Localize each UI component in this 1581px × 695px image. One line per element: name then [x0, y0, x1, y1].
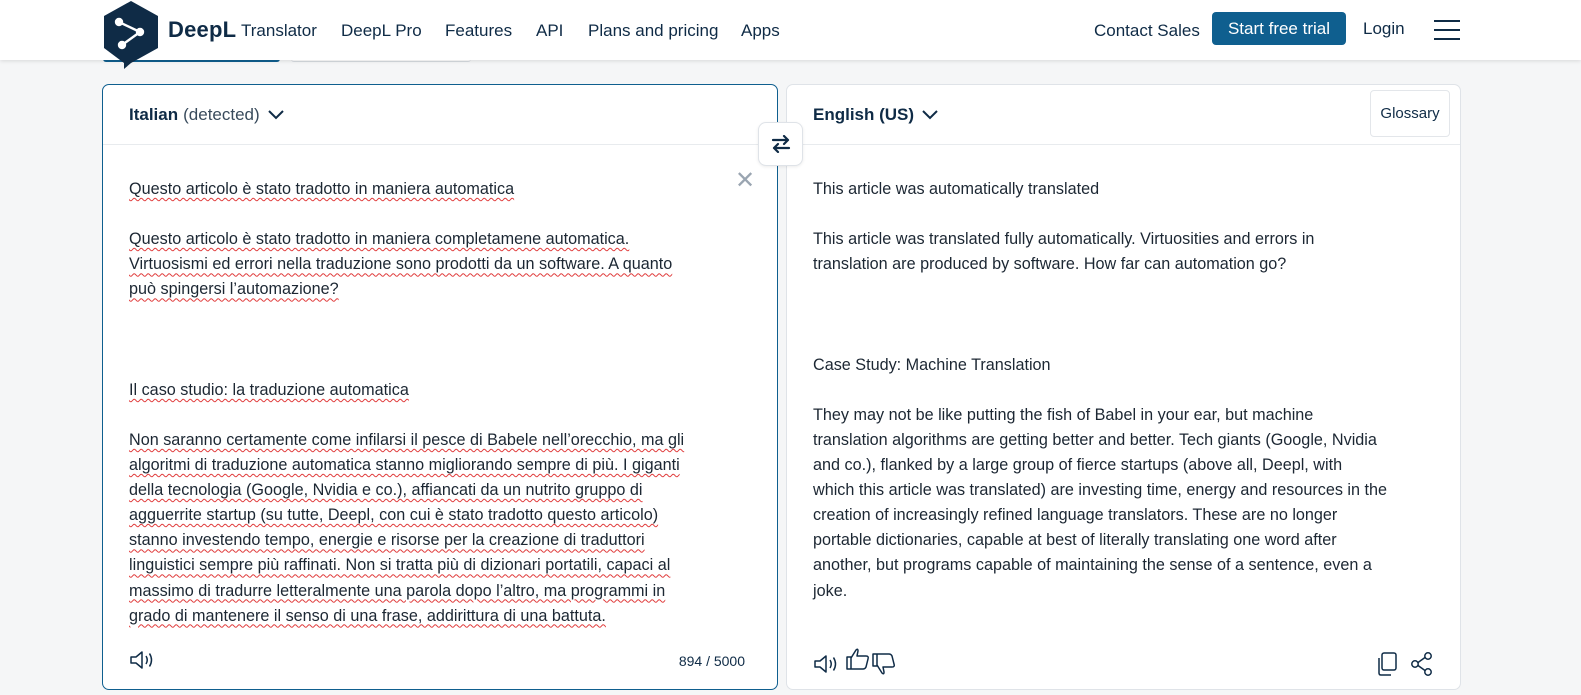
source-panel-header	[103, 85, 777, 145]
swap-languages-icon	[771, 135, 791, 153]
login-link[interactable]: Login	[1363, 19, 1405, 38]
nav-apps[interactable]: Apps	[741, 21, 780, 40]
speaker-icon[interactable]	[813, 653, 839, 675]
menu-icon[interactable]	[1434, 20, 1460, 40]
target-panel-header	[787, 85, 1460, 145]
speaker-icon[interactable]	[129, 649, 155, 671]
character-counter: 894 / 5000	[678, 653, 745, 669]
nav-api[interactable]: API	[536, 21, 564, 40]
chevron-down-icon	[268, 110, 284, 120]
brand-subtitle[interactable]: Translator	[241, 21, 317, 40]
detected-label: (detected)	[183, 105, 260, 124]
thumbs-up-icon[interactable]	[845, 646, 871, 672]
nav-features[interactable]: Features	[445, 21, 513, 40]
glossary-button[interactable]: Glossary	[1370, 90, 1450, 137]
translation-output: This article was automatically translated This article was translated fully automatically. Virtuosities and errors in translation are produced by software. How far can automation go? Case Study: Machine Translation They may not be like putting the fish of Babel in your ear, but machine translation algorithms are getting better and better. Tech giants (Google, Nvidia and co.), flanked by a large group of fierce startups (above all, Deepl, with which this article was translated) are investing time, energy and resources in the creation of increasingly refined language translators. These are no longer portable dictionaries, capable at best of literally translating one word after another, but programs capable of maintaining the sense of a sentence, even a joke.	[813, 180, 1388, 600]
nav-deepl-pro[interactable]: DeepL Pro	[341, 21, 422, 40]
brand-name[interactable]: DeepL	[168, 17, 237, 42]
source-text-input[interactable]: Questo articolo è stato tradotto in maniera automatica Questo articolo è stato tradotto in maniera completamene automatica. Virtuosismi ed errori nella traduzione sono prodotti da un software. A quanto può spingersi l’automazione? Il caso studio: la traduzione automatica Non saranno certamente come infilarsi il pesce di Babele nell’orecchio, ma gli algoritmi di traduzione automatica stanno migliorando sempre di più. I giganti della tecnologia (Google, Nvidia e co.), affiancati da un nutrito gruppo di agguerrite startup (su tutte, Deepl, con cui è stato tradotto questo articolo) stanno investendo tempo, energie e risorse per la creazione di traduttori linguistici sempre più raffinati. Non si tratta più di dizionari portatili, capaci al massimo di tradurre letteralmente una parola dopo l’altro, ma programmi in grado di mantenere il senso di una frase, addirittura di una battuta.	[129, 180, 685, 625]
deepl-logo-icon[interactable]	[102, 0, 160, 70]
contact-sales-link[interactable]: Contact Sales	[1094, 21, 1200, 40]
nav-plans-pricing[interactable]: Plans and pricing	[588, 21, 719, 40]
source-panel	[102, 84, 778, 690]
clear-text-icon[interactable]: ✕	[735, 167, 756, 194]
swap-languages-button[interactable]	[758, 122, 803, 166]
chevron-down-icon	[922, 110, 938, 120]
target-language: English (US)	[813, 105, 915, 124]
target-panel	[786, 84, 1461, 690]
source-language-selector[interactable]	[129, 105, 284, 125]
thumbs-down-icon[interactable]	[871, 651, 897, 677]
target-language-selector[interactable]	[813, 105, 938, 125]
share-icon[interactable]	[1409, 651, 1435, 677]
source-footer	[103, 639, 777, 689]
source-language: Italian	[129, 105, 179, 124]
target-footer	[787, 639, 1460, 689]
copy-icon[interactable]	[1375, 651, 1401, 677]
start-free-trial-button[interactable]: Start free trial	[1212, 12, 1346, 45]
top-header	[0, 0, 1581, 60]
